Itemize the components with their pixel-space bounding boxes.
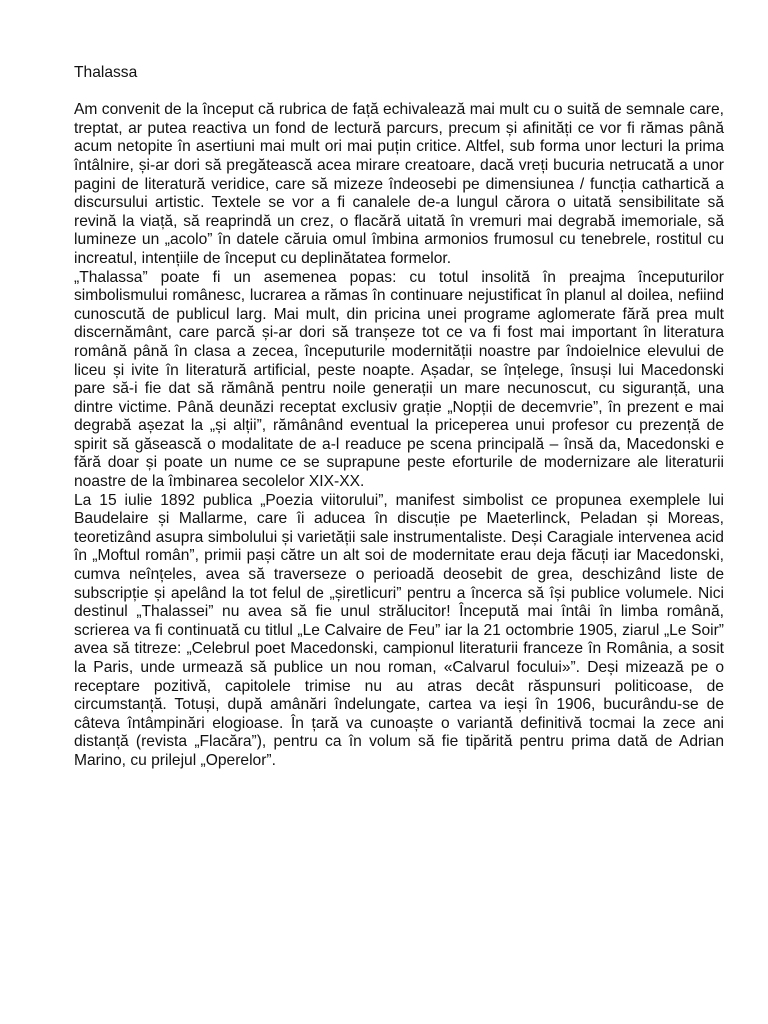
- paragraph-1: Am convenit de la început că rubrica de față echivalează mai mult cu o suită de semnale care, treptat, ar putea reactiva un fond de lectură parcurs, precum și afinități ce vor fi rămas până acum netopite în asertiuni mai mult ori mai puțin critice. Altfel, sub forma unor lecturi la prima întâlnire, și-ar dori să pregătească acea mirare creatoare, dacă vreți bucuria netrucată a unor pagini de literatură veridice, care să mizeze îndeosebi pe dimensiunea / funcția cathartică a discursului artistic. Textele se vor a fi canalele de-a lungul cărora o uitată sensibilitate să revină la viață, să reaprindă un crez, o flacără uitată în vremuri mai degrabă imemoriale, să lumineze un „acolo” în datele căruia omul îmbina armonios frumosul cu tenebrele, rostitul cu increatul, intențiile de început cu deplinătatea formelor.: [74, 101, 724, 267]
- document-title: Thalassa: [74, 64, 138, 81]
- document-page: [74, 64, 724, 771]
- paragraph-3: La 15 iulie 1892 publica „Poezia viitorului”, manifest simbolist ce propunea exemplele lui Baudelaire și Mallarme, care îi aducea în discuție pe Maeterlinck, Peladan și Moreas, teoretizând asupra simbolului și varietății sale instrumentaliste. Deși Caragiale intervenea acid în „Moftul român”, primii pași către un alt soi de modernitate erau deja făcuți iar Macedonski, cumva neînțeles, avea să traverseze o perioadă deosebit de grea, deschizând liste de subscripție și apelând la tot felul de „șiretlicuri” pentru a încerca să își publice volumele. Nici destinul „Thalassei” nu avea să fie unul strălucitor! Începută mai întâi în limba română, scrierea va fi continuată cu titlul „Le Calvaire de Feu” iar la 21 octombrie 1905, ziarul „Le Soir” avea să titreze: „Celebrul poet Macedonski, campionul literaturii franceze în România, a sosit la Paris, unde urmează să publice un nou roman, «Calvarul focului»”. Deși mizează pe o receptare pozitivă, capitolele trimise nu au atras decât răspunsuri politicoase, de circumstanță. Totuși, după amânări îndelungate, cartea va ieși în 1906, bucurându-se de câteva întâmpinări elogioase. În țară va cunoaște o variantă definitivă tocmai la zece ani distanță (revista „Flacăra”), pentru ca în volum să fie tipărită pentru prima dată de Adrian Marino, cu prilejul „Operelor”.: [74, 491, 724, 769]
- paragraph-2: „Thalassa” poate fi un asemenea popas: cu totul insolită în preajma începuturilor simbolismului românesc, lucrarea a rămas în continuare nejustificat în planul al doilea, nefiind cunoscută de publicul larg. Mai mult, din pricina unei programe aglomerate fără prea mult discernământ, care parcă și-ar dori să tranșeze tot ce va fi fost mai important în literatura română până în clasa a zecea, începuturile modernității noastre par îndoielnice elevului de liceu și ivite în literatură artificial, peste noapte. Așadar, se înțelege, însuși lui Macedonski pare să-i fie dat să rămână pentru noile generații un mare necunoscut, cu siguranță, una dintre victime. Până deunăzi receptat exclusiv grație „Nopții de decemvrie”, în prezent e mai degrabă așezat la „și alții”, rămânând eventual la priceperea unui profesor cu prezență de spirit să găsească o modalitate de a-l readuce pe scena principală – însă da, Macedonski e fără doar și poate un nume ce se suprapune peste eforturile de modernizare ale literaturii noastre de la îmbinarea secolelor XIX-XX.: [74, 268, 724, 491]
